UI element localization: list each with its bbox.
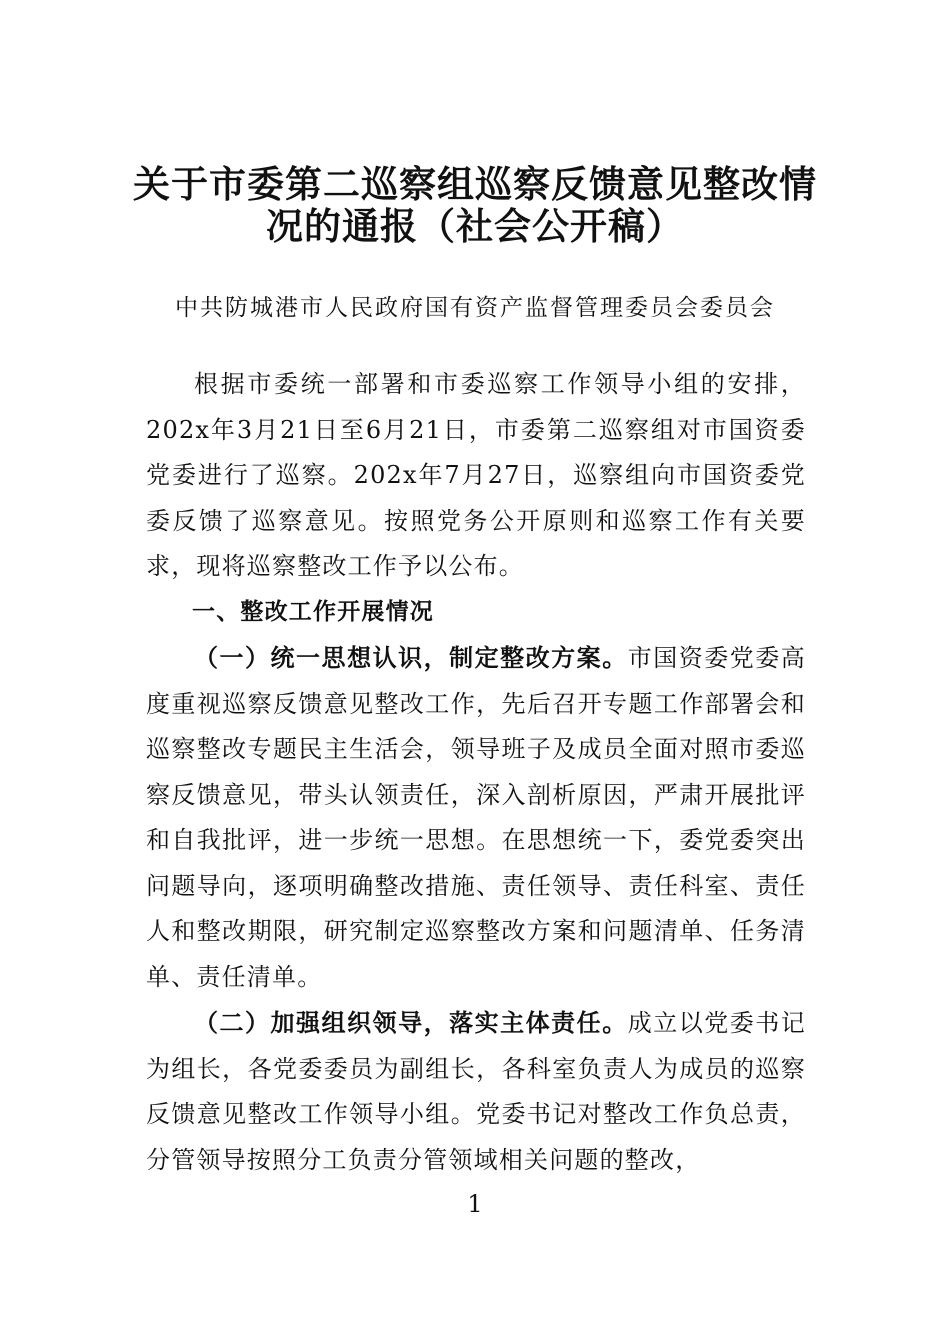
item-1-lead: （一）统一思想认识，制定整改方案。	[194, 643, 628, 672]
section-heading: 一、整改工作开展情况	[192, 598, 434, 625]
item-2-paragraph	[146, 1000, 806, 1183]
item-1-text: 市国资委党委高度重视巡察反馈意见整改工作，先后召开专题工作部署会和巡察整改专题民主生活会，领导班子及成员全面对照市委巡察反馈意见，带头认领责任，深入剖析原因，严肃开展批评和自我批评，进一步统一思想。在思想统一下，委党委突出问题导向，逐项明确整改措施、责任领导、责任科室、责任人和整改期限，研究制定巡察整改方案和问题清单、任务清单、责任清单。	[146, 644, 806, 991]
issuing-organization: 中共防城港市人民政府国有资产监督管理委员会委员会	[175, 295, 775, 321]
item-1-paragraph	[146, 635, 806, 1000]
item-2-text: 成立以党委书记为组长，各党委委员为副组长，各科室负责人为成员的巡察反馈意见整改工作领导小组。党委书记对整改工作负总责，分管领导按照分工负责分管领域相关问题的整改，	[146, 1009, 806, 1174]
document-body	[146, 362, 806, 1183]
intro-paragraph: 根据市委统一部署和市委巡察工作领导小组的安排，202x年3月21日至6月21日，市委第二巡察组对市国资委党委进行了巡察。202x年7月27日，巡察组向市国资委党委反馈了巡察意见。按照党务公开原则和巡察工作有关要求，现将巡察整改工作予以公布。	[146, 370, 806, 580]
page-number: 1	[467, 1190, 483, 1218]
document-title-line-2: 况的通报（社会公开稿）	[266, 205, 684, 248]
item-2-lead: （二）加强组织领导，落实主体责任。	[194, 1008, 628, 1037]
document-title-line-1: 关于市委第二巡察组巡察反馈意见整改情	[133, 163, 817, 206]
